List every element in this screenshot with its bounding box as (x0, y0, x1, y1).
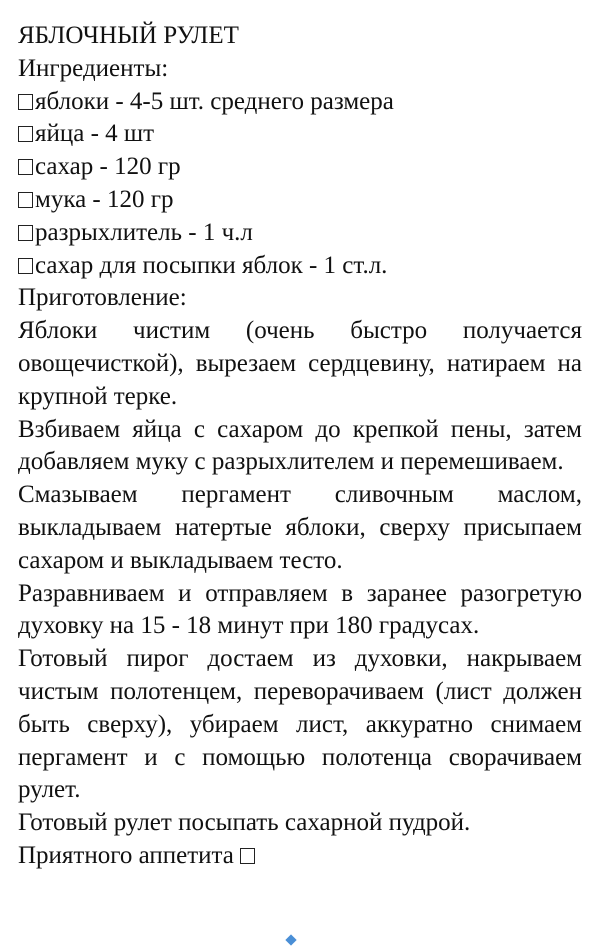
ingredient-item (18, 86, 582, 119)
checkbox-glyph-icon (18, 159, 33, 175)
checkbox-glyph-icon (18, 192, 33, 208)
step-paragraph: Готовый пирог достаем из духовки, накрываем чистым полотенцем, переворачиваем (лист должен быть сверху), убираем лист, аккуратно снимаем пергамент и с помощью полотенца сворачиваем рулет. (18, 645, 582, 804)
step-paragraph: Готовый рулет посыпать сахарной пудрой. (18, 809, 471, 837)
checkbox-glyph-icon (18, 258, 33, 274)
ingredient-text: разрыхлитель - 1 ч.л (35, 218, 253, 246)
checkbox-glyph-icon (18, 225, 33, 241)
step-paragraph: Взбиваем яйца с сахаром до крепкой пены, затем добавляем муку с разрыхлителем и перемешиваем. (18, 415, 582, 476)
ingredient-item (18, 151, 582, 184)
closing-text: Приятного аппетита (18, 841, 234, 869)
checkbox-glyph-icon (18, 94, 33, 110)
recipe-document (18, 20, 582, 873)
preparation-heading: Приготовление: (18, 284, 187, 312)
ingredient-text: яйца - 4 шт (35, 120, 155, 148)
ingredient-item (18, 118, 582, 151)
ingredient-item (18, 250, 582, 283)
ingredient-item (18, 184, 582, 217)
ingredient-text: мука - 120 гр (35, 185, 174, 213)
step-paragraph: Смазываем пергамент сливочным маслом, выкладываем натертые яблоки, сверху присыпаем сахаром и выкладываем тесто. (18, 481, 582, 574)
checkbox-glyph-icon (240, 848, 255, 864)
closing-line (18, 840, 582, 873)
checkbox-glyph-icon (18, 126, 33, 142)
ingredient-text: сахар - 120 гр (35, 153, 181, 181)
ingredients-heading: Ингредиенты: (18, 54, 169, 82)
ingredient-item (18, 217, 582, 250)
step-paragraph: Разравниваем и отправляем в заранее разогретую духовку на 15 - 18 минут при 180 градусах. (18, 579, 582, 640)
ingredient-text: яблоки - 4-5 шт. среднего размера (35, 87, 394, 115)
ingredient-text: сахар для посыпки яблок - 1 ст.л. (35, 251, 388, 279)
step-paragraph: Яблоки чистим (очень быстро получается овощечисткой), вырезаем сердцевину, натираем на крупной терке. (18, 317, 582, 410)
recipe-title: ЯБЛОЧНЫЙ РУЛЕТ (18, 22, 239, 49)
